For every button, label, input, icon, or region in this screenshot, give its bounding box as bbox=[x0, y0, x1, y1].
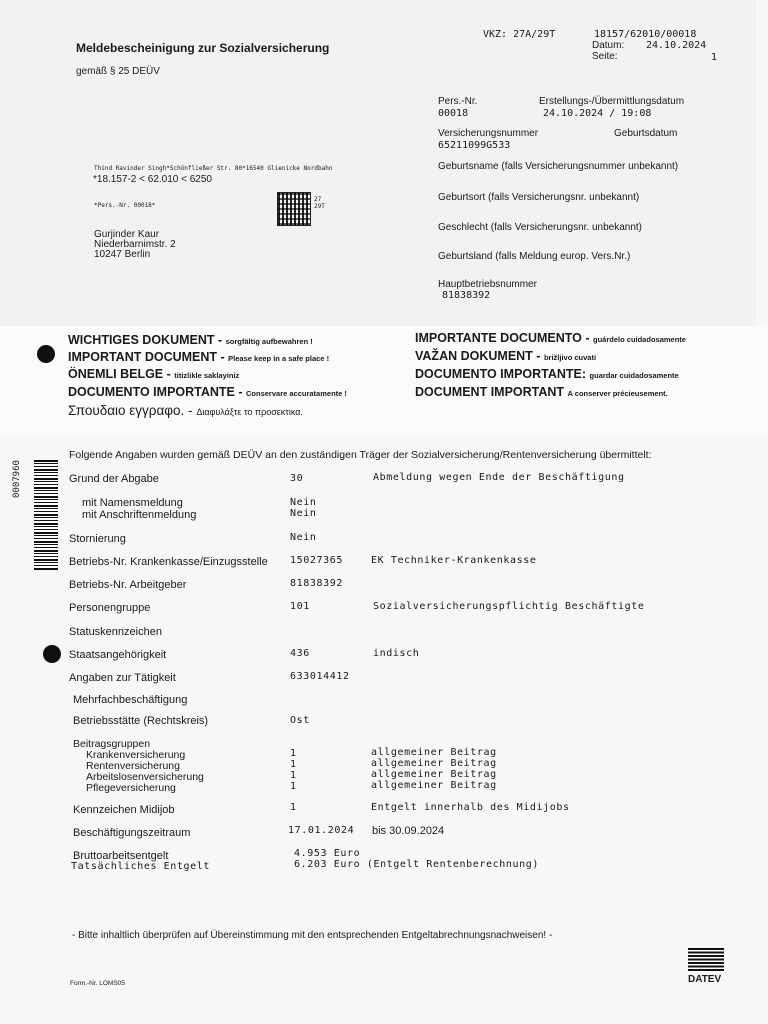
row-desc: Entgelt innerhalb des Midijobs bbox=[371, 802, 570, 813]
row-value: 633014412 bbox=[290, 671, 350, 682]
warning-left-1: WICHTIGES DOKUMENT - sorgfältig aufbewahren ! bbox=[68, 333, 313, 347]
warning-left-4: DOCUMENTO IMPORTANTE - Conservare accuratamente ! bbox=[68, 385, 347, 399]
row-desc: allgemeiner Beitrag bbox=[371, 780, 497, 791]
document-title: Meldebescheinigung zur Sozialversicherung bbox=[76, 41, 330, 55]
row-desc: indisch bbox=[373, 648, 420, 659]
form-number: Form.-Nr. LOMS05 bbox=[70, 980, 125, 987]
row-value: 15027365 bbox=[290, 555, 343, 566]
row-label: Pflegeversicherung bbox=[86, 782, 176, 794]
warning-right-2: VAŽAN DOKUMENT - brižljivo cuvati bbox=[415, 349, 597, 363]
creation-date-value: 24.10.2024 / 19:08 bbox=[543, 108, 652, 119]
warning-left-2: IMPORTANT DOCUMENT - Please keep in a safe place ! bbox=[68, 350, 330, 364]
gender-label: Geschlecht (falls Versicherungsnr. unbekannt) bbox=[438, 222, 642, 233]
row-value: 101 bbox=[290, 601, 310, 612]
recipient-street: Niederbarnimstr. 2 bbox=[94, 239, 176, 250]
row-label: Betriebs-Nr. Arbeitgeber bbox=[69, 579, 187, 591]
page-value: 1 bbox=[711, 52, 718, 63]
row-value: 1 bbox=[290, 802, 297, 813]
row-desc: Sozialversicherungspflichtig Beschäftigte bbox=[373, 601, 645, 612]
warning-left-3: ÖNEMLI BELGE - titizlikle saklayiniz bbox=[68, 367, 240, 381]
datev-logo-icon bbox=[688, 948, 724, 972]
warning-right-3: DOCUMENTO IMPORTANTE: guardar cuidadosamente bbox=[415, 367, 679, 381]
row-desc: allgemeiner Beitrag bbox=[371, 758, 497, 769]
row-label: Angaben zur Tätigkeit bbox=[69, 672, 176, 684]
row-value: 1 bbox=[290, 759, 297, 770]
row-desc: bis 30.09.2024 bbox=[372, 825, 445, 837]
row-label: Betriebsstätte (Rechtskreis) bbox=[73, 715, 209, 727]
row-label: Mehrfachbeschäftigung bbox=[73, 694, 188, 706]
row-label: mit Namensmeldung bbox=[82, 497, 183, 509]
creation-date-label: Erstellungs-/Übermittlungsdatum bbox=[539, 96, 685, 107]
row-label: Krankenversicherung bbox=[86, 749, 186, 761]
page-label: Seite: bbox=[592, 51, 618, 62]
row-value: 1 bbox=[290, 770, 297, 781]
warning-right-4: DOCUMENT IMPORTANT A conserver précieusement. bbox=[415, 385, 668, 399]
warning-left-5: Σπουδαιο εγγραφο. - Διαφυλάξτε το προσεκτικα. bbox=[68, 403, 303, 418]
row-label: Kennzeichen Midijob bbox=[73, 804, 175, 816]
row-label: Beschäftigungszeitraum bbox=[73, 827, 191, 839]
birthdate-label: Geburtsdatum bbox=[614, 128, 678, 139]
row-label: mit Anschriftenmeldung bbox=[82, 509, 197, 521]
side-barcode bbox=[34, 460, 58, 570]
side-code: 0007960 bbox=[12, 460, 22, 498]
qr-code bbox=[277, 192, 311, 226]
row-value: 1 bbox=[290, 748, 297, 759]
bullet-marker-icon bbox=[37, 345, 55, 363]
row-label: Tatsächliches Entgelt bbox=[71, 861, 211, 872]
row-label: Beitragsgruppen bbox=[73, 738, 151, 750]
row-label: Betriebs-Nr. Krankenkasse/Einzugsstelle bbox=[69, 556, 268, 568]
vkz-code: VKZ: 27A/29T bbox=[483, 29, 556, 40]
recipient-name: Gurjinder Kaur bbox=[94, 229, 160, 240]
row-value: Nein bbox=[290, 497, 317, 508]
reference-number: 18157/62010/00018 bbox=[594, 29, 697, 40]
row-label: Personengruppe bbox=[69, 602, 151, 614]
insurance-number-label: Versicherungsnummer bbox=[438, 128, 539, 139]
row-value: 81838392 bbox=[290, 578, 343, 589]
row-label: Grund der Abgabe bbox=[69, 473, 159, 485]
row-label: Stornierung bbox=[69, 533, 126, 545]
row-label: Bruttoarbeitsentgelt bbox=[73, 850, 169, 862]
birth-country-label: Geburtsland (falls Meldung europ. Vers.Nr.) bbox=[438, 251, 631, 262]
bullet-marker-icon bbox=[43, 645, 61, 663]
row-label: Rentenversicherung bbox=[86, 760, 180, 772]
row-value: Ost bbox=[290, 715, 310, 726]
date-label: Datum: bbox=[592, 40, 625, 51]
row-value: 17.01.2024 bbox=[288, 825, 355, 836]
row-label: Arbeitslosenversicherung bbox=[86, 771, 204, 783]
footer-note: - Bitte inhaltlich überprüfen auf Übereinstimmung mit den entsprechenden Entgeltabrechnungsnachweisen! - bbox=[72, 930, 553, 941]
intro-text: Folgende Angaben wurden gemäß DEÜV an den zuständigen Träger der Sozialversicherung/Rentenversicherung übermittelt: bbox=[69, 449, 652, 461]
birth-name-label: Geburtsname (falls Versicherungsnummer unbekannt) bbox=[438, 161, 679, 172]
main-company-number-label: Hauptbetriebsnummer bbox=[438, 279, 537, 290]
datev-logo-text: DATEV bbox=[688, 974, 722, 985]
row-desc: Abmeldung wegen Ende der Beschäftigung bbox=[373, 472, 625, 483]
pers-line: *Pers.-Nr. 00018* bbox=[94, 202, 156, 209]
sender-line: Thind Ravinder Singh*Schönfließer Str. 80*16540 Glienicke Nordbahn bbox=[94, 165, 333, 172]
recipient-city: 10247 Berlin bbox=[94, 249, 151, 260]
row-value: Nein bbox=[290, 532, 317, 543]
code-line: *18.157-2 < 62.010 < 6250 bbox=[93, 174, 212, 185]
warning-right-1: IMPORTANTE DOCUMENTO - guárdelo cuidadosamente bbox=[415, 331, 686, 345]
row-value: 30 bbox=[290, 473, 304, 484]
row-label: Statuskennzeichen bbox=[69, 626, 162, 638]
pers-nr-value: 00018 bbox=[438, 108, 469, 119]
qr-side-code-2: 29T bbox=[314, 203, 325, 210]
birthplace-label: Geburtsort (falls Versicherungsnr. unbekannt) bbox=[438, 192, 640, 203]
row-value: Nein bbox=[290, 508, 317, 519]
row-desc: allgemeiner Beitrag bbox=[371, 769, 497, 780]
row-value: 436 bbox=[290, 648, 310, 659]
qr-side-code-1: 27 bbox=[314, 196, 322, 203]
row-desc: allgemeiner Beitrag bbox=[371, 747, 497, 758]
row-value: 4.953 Euro bbox=[294, 848, 361, 859]
date-value: 24.10.2024 bbox=[646, 40, 707, 51]
row-desc: EK Techniker-Krankenkasse bbox=[371, 555, 537, 566]
insurance-number-value: 65211099G533 bbox=[438, 140, 511, 151]
document-subtitle: gemäß § 25 DEÜV bbox=[76, 66, 160, 77]
row-label: Staatsangehörigkeit bbox=[69, 649, 167, 661]
row-value: 6.203 Euro (Entgelt Rentenberechnung) bbox=[294, 859, 539, 870]
row-value: 1 bbox=[290, 781, 297, 792]
main-company-number-value: 81838392 bbox=[442, 290, 491, 301]
pers-nr-label: Pers.-Nr. bbox=[438, 96, 478, 107]
